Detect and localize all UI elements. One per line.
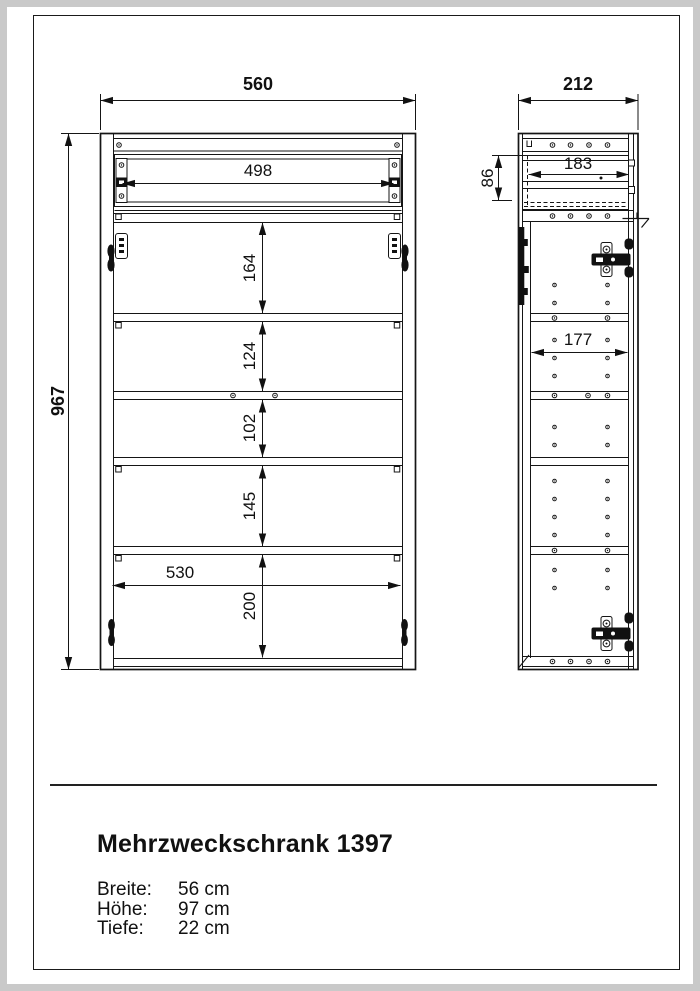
dim-label-drawer-height-86: 86 xyxy=(478,168,497,188)
title-block-separator xyxy=(50,784,657,786)
dim-label-depth-212: 212 xyxy=(562,74,594,94)
drawer-slide-right xyxy=(389,159,400,203)
side-shelves xyxy=(531,314,629,555)
wall-mount-rail xyxy=(519,227,529,305)
spec-value-tiefe: 22 cm xyxy=(178,918,230,939)
dim-label-comp5-200: 200 xyxy=(240,591,259,621)
dim-label-comp3-102: 102 xyxy=(240,413,259,443)
spec-label-breite: Breite: xyxy=(97,879,152,900)
spec-row-width xyxy=(97,880,393,900)
spec-row-depth xyxy=(97,919,393,939)
dim-label-drawer-depth-183: 183 xyxy=(563,154,593,173)
spec-value-hoehe: 97 cm xyxy=(178,898,230,920)
dim-label-comp2-124: 124 xyxy=(240,341,259,371)
title-block xyxy=(97,830,393,939)
side-hinge-bottom xyxy=(592,613,634,652)
front-view xyxy=(101,134,416,670)
product-title: Mehrzweckschrank 1397 xyxy=(97,830,394,858)
drawer-slide-left xyxy=(116,159,127,203)
dim-label-inner-width-530: 530 xyxy=(165,563,195,582)
side-fixed-shelf-top xyxy=(523,211,634,222)
side-bottom-panel xyxy=(523,657,634,667)
dim-label-drawer-498: 498 xyxy=(243,161,273,180)
spec-label-hoehe: Höhe: xyxy=(97,898,148,920)
hinge-top-left xyxy=(107,234,127,272)
front-bottom-panel xyxy=(114,659,403,667)
dim-label-comp4-145: 145 xyxy=(240,491,259,521)
front-fixed-shelf-top xyxy=(114,214,403,223)
dim-label-height-967: 967 xyxy=(48,385,68,417)
dim-label-comp1-164: 164 xyxy=(240,253,259,283)
side-hinge-top xyxy=(592,239,634,278)
dim-label-inner-depth-177: 177 xyxy=(563,330,593,349)
side-cabinet-outline xyxy=(519,134,639,670)
spec-list xyxy=(97,880,393,939)
front-top-rail xyxy=(114,139,403,152)
spec-label-tiefe: Tiefe: xyxy=(97,918,144,939)
side-top-rail xyxy=(523,139,629,152)
dim-label-width-560: 560 xyxy=(242,74,274,94)
hinge-top-right xyxy=(389,234,409,272)
door-mount-hook xyxy=(623,213,650,228)
side-panel-lines xyxy=(523,134,634,670)
spec-value-breite: 56 cm xyxy=(178,879,230,900)
spec-row-height xyxy=(97,900,393,920)
side-view xyxy=(519,134,650,670)
